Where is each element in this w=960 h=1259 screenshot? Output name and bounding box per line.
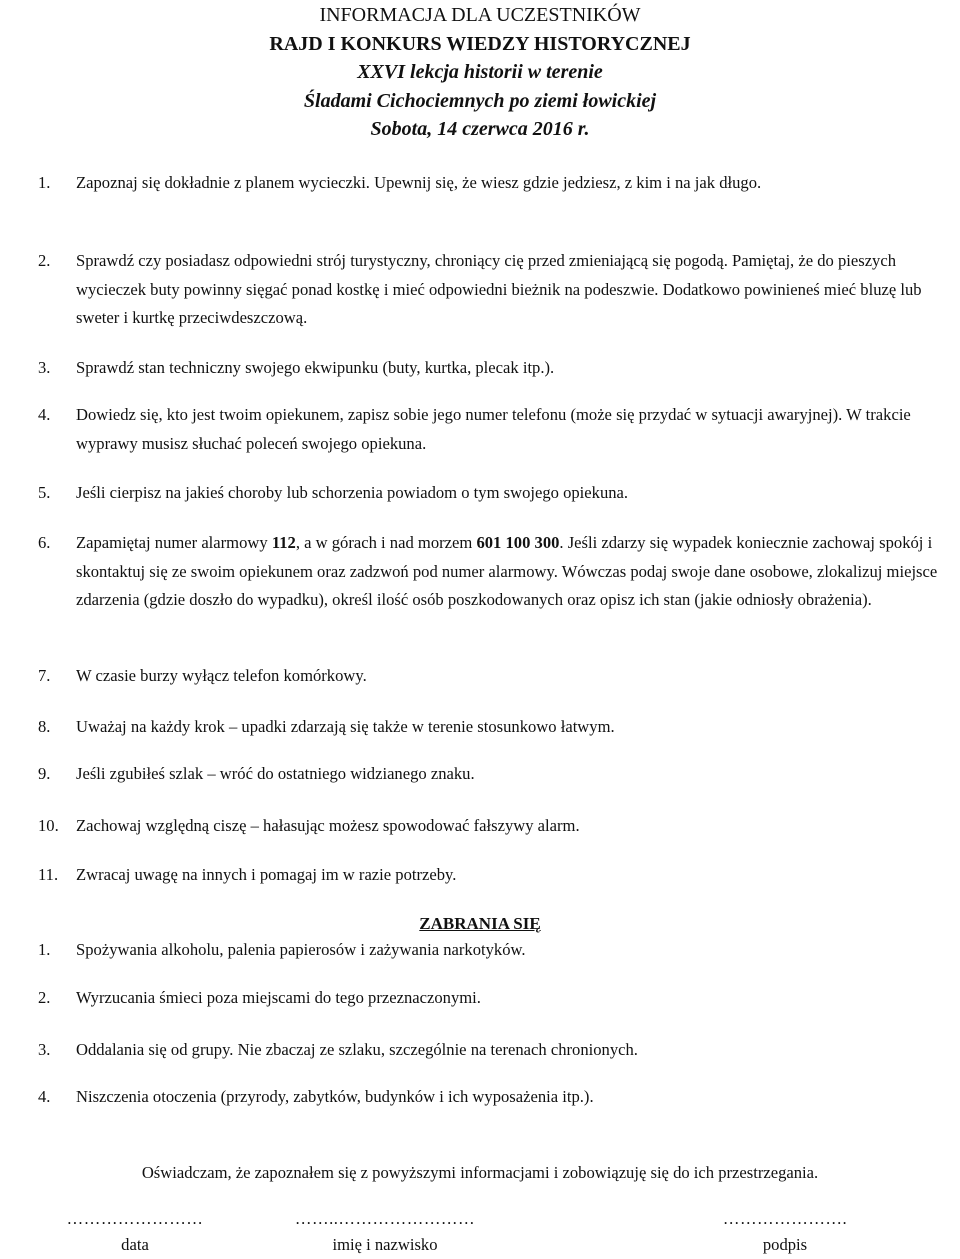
header-title: INFORMACJA DLA UCZESTNIKÓW [319,4,641,26]
prohibited-item-1 [38,936,958,965]
header-lesson: XXVI lekcja historii w terenie [357,61,603,83]
rule-number: 9. [38,764,51,783]
rule-item-2 [38,247,958,333]
prohibited-item-3 [38,1036,958,1065]
rule-item-3 [38,354,958,383]
rule-item-7 [38,662,958,691]
signature-date-field [40,1206,230,1258]
prohibited-number: 1. [38,940,51,959]
rule-number: 8. [38,717,51,736]
prohibited-item-4 [38,1083,958,1112]
rule-text: Zapamiętaj numer alarmowy 112, a w górach i nad morzem 601 100 300. Jeśli zdarzy się wypadek koniecznie zachowaj spokój i skontaktuj się ze swoim opiekunem oraz zadzwoń pod numer alarmowy. Wówczas podaj swoje dane osobowe, zlokalizuj miejsce zdarzenia (gdzie doszło do wypadku), określ ilość osób poszkodowanych oraz opisz ich stan (jakie odniosły obrażenia). [76,533,938,609]
rule-item-11 [38,861,958,890]
document-header [0,0,960,144]
signature-name-field [215,1206,555,1258]
prohibited-number: 2. [38,988,51,1007]
rule-text: Zwracaj uwagę na innych i pomagaj im w razie potrzeby. [76,865,457,884]
declaration-text: Oświadczam, że zapoznałem się z powyższymi informacjami i zobowiązuję się do ich przestrzegania. [141,1163,819,1182]
date-label: data [121,1235,149,1254]
rule-number: 7. [38,666,51,685]
rule-item-1 [38,169,958,198]
rule-number: 11. [38,865,59,884]
rule-item-5 [38,479,958,508]
rule-text: Jeśli cierpisz na jakieś choroby lub schorzenia powiadom o tym swojego opiekuna. [76,483,629,502]
prohibited-text: Niszczenia otoczenia (przyrody, zabytków, budynków i ich wyposażenia itp.). [76,1087,594,1106]
header-theme: Śladami Cichociemnych po ziemi łowickiej [303,89,657,112]
emergency-number: 112 [271,533,296,552]
header-event: RAJD I KONKURS WIEDZY HISTORYCZNEJ [269,32,691,55]
rule-number: 2. [38,251,51,270]
rule-text: Zapoznaj się dokładnie z planem wycieczki. Upewnij się, że wiesz gdzie jedziesz, z kim i na jak długo. [76,173,762,192]
rule-item-6 [38,529,958,615]
rule-text: Zachowaj względną ciszę – hałasując możesz spowodować fałszywy alarm. [76,816,580,835]
prohibited-text: Oddalania się od grupy. Nie zbaczaj ze szlaku, szczególnie na terenach chronionych. [76,1040,638,1059]
rule-text: Sprawdź czy posiadasz odpowiedni strój turystyczny, chroniący cię przed zmieniającą się pogodą. Pamiętaj, że do pieszych wycieczek buty powinny sięgać ponad kostkę i mieć odpowiedni bieżnik na podeszwie. Dodatkowo powinieneś mieć bluzę lub sweter i kurtkę przeciwdeszczową. [76,251,922,327]
rule-item-4 [38,401,958,458]
name-label: imię i nazwisko [332,1235,438,1254]
prohibited-title: ZABRANIA SIĘ [419,914,541,933]
prohibited-text: Spożywania alkoholu, palenia papierosów i zażywania narkotyków. [76,940,526,959]
rule-number: 5. [38,483,51,502]
rule-number: 3. [38,358,51,377]
rule-text: W czasie burzy wyłącz telefon komórkowy. [76,666,367,685]
prohibited-text: Wyrzucania śmieci poza miejscami do tego przeznaczonymi. [76,988,481,1007]
rule-text: Sprawdź stan techniczny swojego ekwipunku (buty, kurtka, plecak itp.). [76,358,555,377]
rule-number: 6. [38,533,51,552]
rule-item-8 [38,713,958,742]
rule-text: Uważaj na każdy krok – upadki zdarzają się także w terenie stosunkowo łatwym. [76,717,615,736]
rule-number: 1. [38,173,51,192]
rescue-number: 601 100 300 [476,533,560,552]
rule-number: 10. [38,816,59,835]
signature-sign-field [650,1206,920,1258]
prohibited-item-2 [38,984,958,1013]
rule-text: Jeśli zgubiłeś szlak – wróć do ostatniego widzianego znaku. [76,764,475,783]
date-dotted-line: …………………… [66,1209,204,1228]
prohibited-number: 3. [38,1040,51,1059]
rule-text: Dowiedz się, kto jest twoim opiekunem, zapisz sobie jego numer telefonu (może się przydać w sytuacji awaryjnej). W trakcie wyprawy musisz słuchać poleceń swojego opiekuna. [76,405,911,453]
rule-number: 4. [38,405,51,424]
name-dotted-line: ……..…………………… [294,1209,476,1228]
sign-label: podpis [762,1235,808,1254]
sign-dotted-line: …………………. [722,1209,848,1228]
prohibited-number: 4. [38,1087,51,1106]
rule-item-9 [38,760,958,789]
header-date: Sobota, 14 czerwca 2016 r. [370,118,590,140]
rule-item-10 [38,812,958,841]
